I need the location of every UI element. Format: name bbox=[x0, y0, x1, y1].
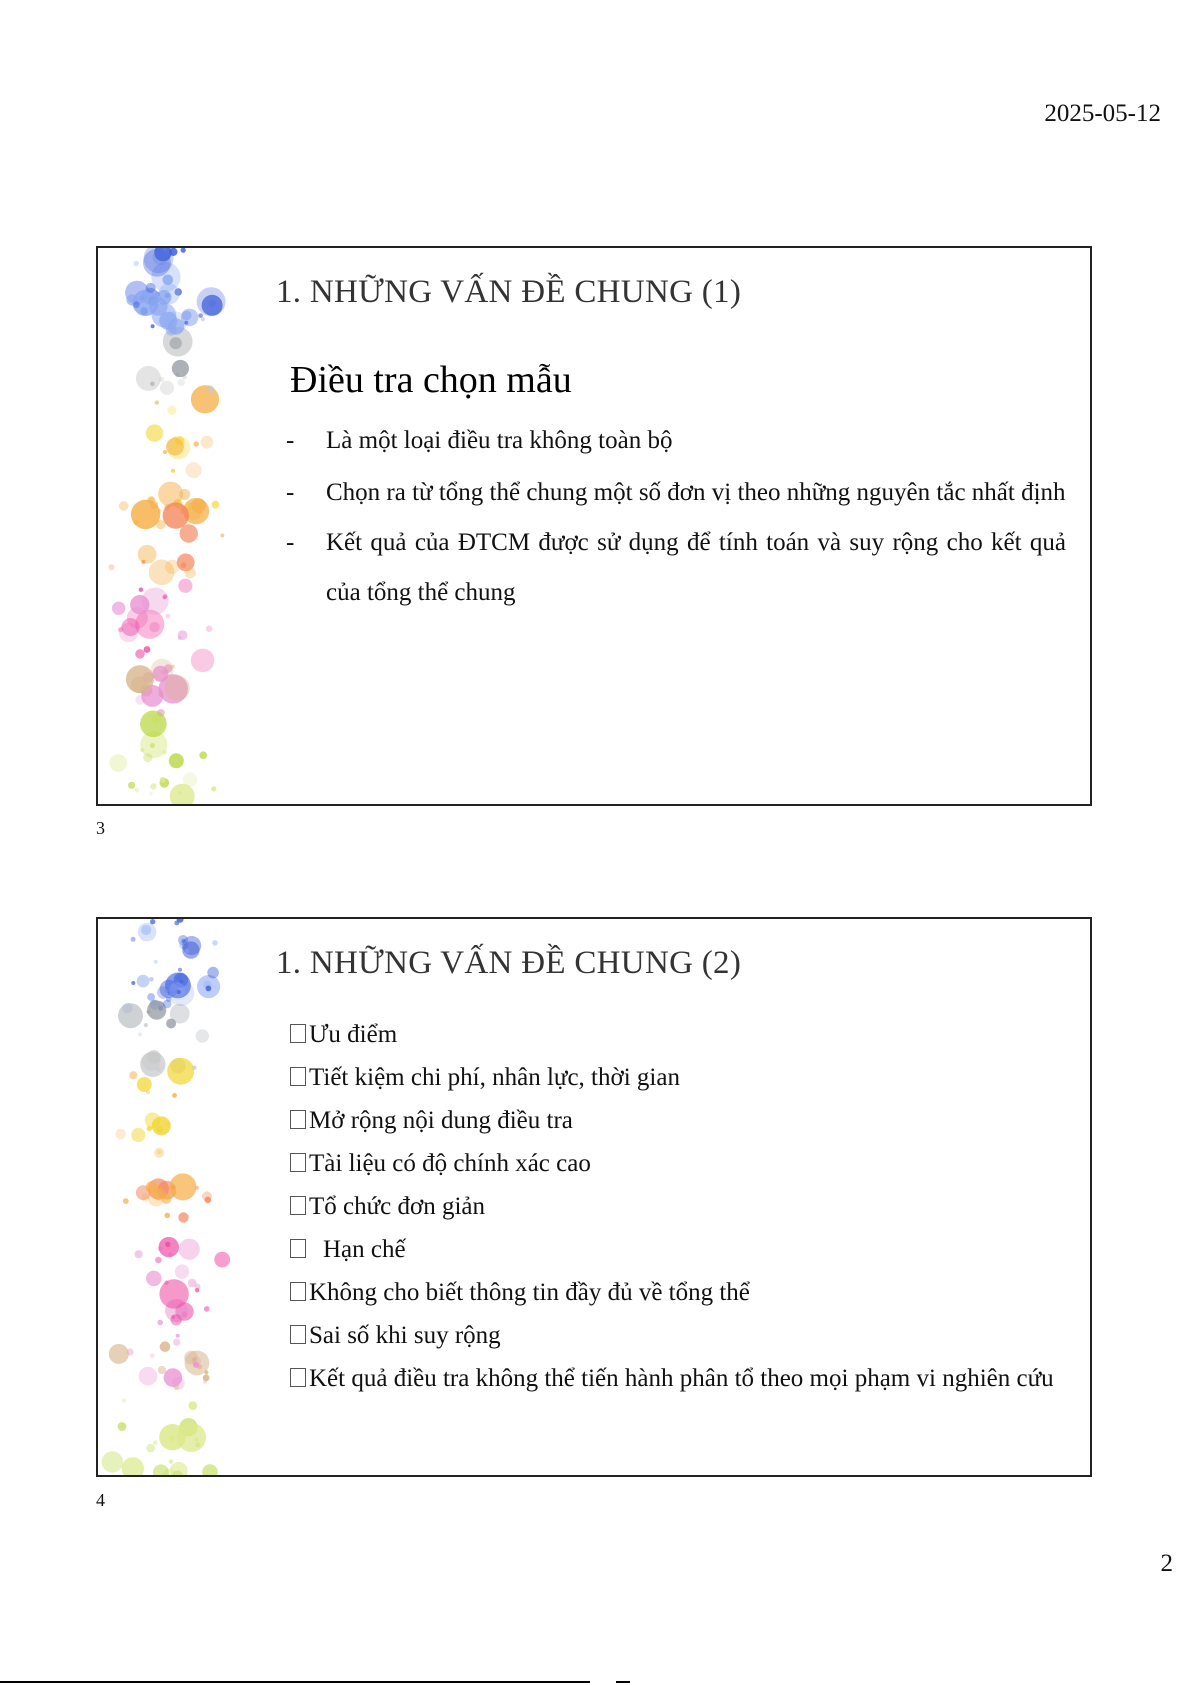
bubble bbox=[128, 782, 135, 789]
bubble bbox=[214, 1252, 230, 1268]
bubble bbox=[156, 1067, 161, 1072]
bubble bbox=[178, 636, 182, 640]
bubble bbox=[211, 786, 216, 791]
bubble bbox=[139, 1367, 158, 1386]
page-date: 2025-05-12 bbox=[1044, 100, 1161, 127]
bubble bbox=[201, 317, 205, 321]
bubble bbox=[159, 1279, 188, 1308]
bubble bbox=[167, 436, 190, 459]
list-item: Hạn chế bbox=[290, 1228, 1066, 1271]
checkbox-glyph-icon bbox=[290, 1067, 306, 1086]
bubble bbox=[122, 1457, 144, 1477]
bubble bbox=[130, 595, 149, 614]
bubble bbox=[171, 1314, 182, 1325]
bubble bbox=[163, 450, 167, 454]
bubble bbox=[202, 295, 223, 316]
list-item: Kết quả điều tra không thể tiến hành phân tổ theo mọi phạm vi nghiên cứu bbox=[290, 1357, 1066, 1400]
bubble bbox=[177, 1423, 206, 1452]
checkbox-glyph-icon bbox=[290, 1282, 306, 1301]
bubble bbox=[138, 1032, 142, 1036]
bubble bbox=[139, 588, 143, 592]
bubble bbox=[169, 1459, 174, 1464]
bubble bbox=[165, 614, 170, 619]
slide-4 bbox=[96, 917, 1092, 1477]
bubble bbox=[179, 489, 190, 500]
bubble bbox=[109, 564, 115, 570]
bubble bbox=[146, 1271, 162, 1287]
bubble bbox=[160, 1341, 171, 1352]
list-item: Tiết kiệm chi phí, nhân lực, thời gian bbox=[290, 1056, 1066, 1099]
bullet-dash: - bbox=[286, 427, 295, 454]
bubble bbox=[212, 940, 218, 946]
bubble bbox=[118, 1422, 127, 1431]
bubble bbox=[165, 1213, 171, 1219]
bubble bbox=[202, 1464, 218, 1477]
bubble bbox=[154, 960, 158, 964]
bubble bbox=[166, 325, 177, 336]
bubble bbox=[170, 1004, 190, 1024]
bubble bbox=[184, 567, 196, 579]
slide-number: 4 bbox=[96, 1490, 105, 1510]
bubble bbox=[178, 968, 182, 972]
bubble bbox=[189, 1401, 198, 1410]
bubble bbox=[153, 1464, 169, 1477]
page-number: 2 bbox=[1160, 1550, 1173, 1577]
bubble bbox=[174, 1384, 180, 1390]
bullet-dash: - bbox=[286, 529, 295, 556]
bubble bbox=[134, 788, 139, 793]
bubble bbox=[170, 337, 182, 349]
bubble bbox=[191, 385, 219, 413]
bubble bbox=[178, 1212, 188, 1222]
bubble bbox=[196, 1029, 209, 1042]
slide-number: 3 bbox=[96, 818, 105, 838]
bubble bbox=[182, 941, 199, 958]
bubble bbox=[147, 1126, 152, 1131]
bubble bbox=[129, 1071, 137, 1079]
bubble bbox=[144, 1023, 148, 1027]
bubble bbox=[153, 1440, 158, 1445]
bubble bbox=[126, 665, 154, 693]
bubble bbox=[137, 1077, 152, 1092]
bubble bbox=[195, 1288, 199, 1292]
bubble-decoration bbox=[98, 248, 248, 806]
bubble bbox=[149, 792, 153, 796]
bubble bbox=[134, 261, 139, 266]
bubble bbox=[199, 751, 207, 759]
bubble bbox=[191, 649, 215, 673]
bubble bbox=[112, 602, 125, 615]
bubble bbox=[172, 360, 189, 377]
bubble bbox=[119, 501, 129, 511]
bubble bbox=[150, 783, 156, 789]
bubble bbox=[159, 377, 164, 382]
bubble bbox=[157, 986, 170, 999]
checkbox-list bbox=[290, 1013, 1066, 1400]
bubble bbox=[149, 977, 154, 982]
bubble bbox=[123, 1198, 129, 1204]
list-item: - Kết quả của ĐTCM được sử dụng để tính toán và suy rộng cho kết quả của tổng thể chung bbox=[286, 518, 1066, 618]
list-item: Sai số khi suy rộng bbox=[290, 1314, 1066, 1357]
bubble bbox=[206, 625, 213, 632]
bubble bbox=[164, 1368, 183, 1387]
bubble-decoration bbox=[98, 919, 248, 1477]
bubble bbox=[186, 462, 202, 478]
bubble bbox=[109, 754, 127, 772]
bubble bbox=[175, 373, 179, 377]
bubble bbox=[131, 981, 135, 985]
bubble bbox=[138, 923, 157, 942]
bubble bbox=[140, 711, 167, 738]
bubble bbox=[144, 646, 151, 653]
bubble bbox=[154, 1148, 164, 1158]
bubble bbox=[158, 1366, 166, 1374]
checkbox-glyph-icon bbox=[290, 1239, 306, 1258]
bubble bbox=[149, 297, 168, 316]
bubble bbox=[169, 753, 184, 768]
bubble bbox=[163, 594, 168, 599]
bubble bbox=[163, 502, 189, 528]
bubble bbox=[146, 1444, 155, 1453]
bubble bbox=[133, 301, 140, 308]
bubble bbox=[194, 441, 199, 446]
bubble bbox=[147, 993, 155, 1001]
bubble bbox=[185, 503, 189, 507]
bubble bbox=[169, 1173, 196, 1200]
bubble bbox=[185, 949, 189, 953]
bubble bbox=[131, 937, 136, 942]
list-item: Ưu điểm bbox=[290, 1013, 1066, 1056]
checkbox-glyph-icon bbox=[290, 1325, 306, 1344]
bubble bbox=[152, 1116, 171, 1135]
list-item: Tổ chức đơn giản bbox=[290, 1185, 1066, 1228]
bullet-dash: - bbox=[286, 479, 295, 506]
bubble bbox=[175, 1264, 189, 1278]
bubble bbox=[150, 382, 155, 387]
bubble bbox=[181, 562, 187, 568]
bubble bbox=[167, 1058, 194, 1085]
bubble bbox=[137, 975, 150, 988]
bubble bbox=[171, 469, 175, 473]
bubble bbox=[167, 406, 176, 415]
bubble bbox=[172, 1093, 177, 1098]
bubble bbox=[169, 982, 185, 998]
bubble bbox=[135, 1250, 143, 1258]
bubble bbox=[163, 275, 174, 286]
bubble bbox=[204, 1306, 210, 1312]
list-item: Tài liệu có độ chính xác cao bbox=[290, 1142, 1066, 1185]
bubble bbox=[161, 1193, 172, 1204]
footer-rule-short bbox=[616, 1681, 630, 1683]
bubble bbox=[176, 1334, 180, 1338]
checkbox-glyph-icon bbox=[290, 1368, 306, 1387]
bubble bbox=[150, 743, 155, 748]
bubble bbox=[115, 1129, 125, 1139]
bubble bbox=[184, 321, 188, 325]
bubble bbox=[212, 501, 220, 509]
checkbox-glyph-icon bbox=[290, 1024, 306, 1043]
bubble bbox=[146, 1090, 150, 1094]
bubble bbox=[192, 1066, 196, 1070]
bubble bbox=[149, 622, 159, 632]
footer-rule bbox=[0, 1681, 590, 1683]
bubble bbox=[135, 649, 145, 659]
checkbox-glyph-icon bbox=[290, 1153, 306, 1172]
bubble bbox=[131, 1128, 145, 1142]
bubble bbox=[136, 366, 161, 391]
bubble bbox=[146, 424, 163, 441]
bubble bbox=[150, 919, 155, 924]
slide-subtitle: Điều tra chọn mẫu bbox=[290, 359, 572, 401]
bubble bbox=[206, 986, 212, 992]
list-item: Không cho biết thông tin đầy đủ về tổng thể bbox=[290, 1271, 1066, 1314]
bubble bbox=[109, 1344, 129, 1364]
bubble bbox=[159, 1237, 179, 1257]
bubble bbox=[150, 501, 158, 509]
bubble bbox=[149, 560, 175, 586]
bubble bbox=[179, 1239, 200, 1260]
bubble bbox=[178, 379, 185, 386]
bubble bbox=[135, 695, 145, 705]
checkbox-glyph-icon bbox=[290, 1196, 306, 1215]
list-item: Mở rộng nội dung điều tra bbox=[290, 1099, 1066, 1142]
slide-3 bbox=[96, 246, 1092, 806]
slide-title: 1. NHỮNG VẤN ĐỀ CHUNG (2) bbox=[276, 945, 742, 981]
bubble bbox=[164, 675, 190, 701]
bubble bbox=[193, 1362, 199, 1368]
bubble bbox=[102, 1451, 123, 1472]
bubble bbox=[163, 1000, 172, 1009]
bubble bbox=[205, 1197, 212, 1204]
bubble bbox=[143, 249, 171, 277]
list-item: - Chọn ra từ tổng thể chung một số đơn vị theo những nguyên tắc nhất định bbox=[286, 468, 1066, 518]
bubble bbox=[160, 381, 174, 395]
bubble bbox=[146, 283, 156, 293]
bubble bbox=[203, 1380, 207, 1384]
bubble bbox=[198, 313, 203, 318]
bubble bbox=[160, 777, 166, 783]
bubble bbox=[122, 1399, 126, 1403]
bubble bbox=[122, 618, 140, 636]
bubble bbox=[173, 1339, 180, 1346]
bubble bbox=[155, 400, 159, 404]
bubble bbox=[138, 545, 157, 564]
bubble bbox=[182, 939, 186, 943]
bubble bbox=[207, 967, 219, 979]
checkbox-glyph-icon bbox=[290, 1110, 306, 1129]
slide-title: 1. NHỮNG VẤN ĐỀ CHUNG (1) bbox=[276, 274, 742, 310]
bullet-list bbox=[286, 416, 1066, 618]
bubble bbox=[181, 248, 186, 253]
bubble bbox=[177, 990, 181, 994]
bubble bbox=[150, 1353, 155, 1358]
bubble bbox=[201, 436, 214, 449]
bubble bbox=[182, 375, 186, 379]
bubble bbox=[170, 784, 195, 806]
bubble bbox=[178, 579, 192, 593]
bubble bbox=[118, 1003, 143, 1028]
bubble bbox=[220, 534, 224, 538]
bubble bbox=[143, 753, 152, 762]
bubble bbox=[151, 324, 155, 328]
bubble bbox=[206, 385, 214, 393]
list-item: - Là một loại điều tra không toàn bộ bbox=[286, 416, 1066, 466]
bubble bbox=[155, 1257, 162, 1264]
bubble bbox=[169, 1435, 175, 1441]
bubble bbox=[157, 1320, 163, 1326]
bubble bbox=[174, 921, 179, 926]
